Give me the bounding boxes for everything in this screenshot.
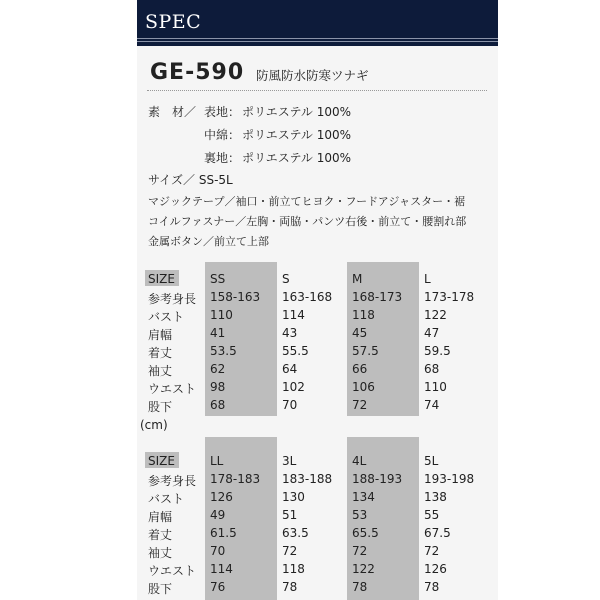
table-cell: 118 xyxy=(352,308,375,322)
material-value: ポリエステル 100% xyxy=(242,128,352,142)
table-cell: 55 xyxy=(424,508,440,522)
table-cell: 45 xyxy=(352,326,368,340)
table-cell: 78 xyxy=(282,580,298,594)
material-part: 中綿 xyxy=(204,128,229,142)
table-cell: 68 xyxy=(424,362,440,376)
size-column-header: M xyxy=(352,272,363,286)
table-cell: 61.5 xyxy=(210,526,237,540)
material-value: ポリエステル 100% xyxy=(242,151,352,165)
table-cell: 114 xyxy=(210,562,233,576)
table-cell: 65.5 xyxy=(352,526,379,540)
size-column-header: 5L xyxy=(424,454,439,468)
table-cell: 122 xyxy=(424,308,447,322)
material-colon: ： xyxy=(228,105,241,119)
table-cell: 163-168 xyxy=(282,290,333,304)
table-cell: 57.5 xyxy=(352,344,379,358)
table-cell: 59.5 xyxy=(424,344,451,358)
material-part: 表地 xyxy=(204,105,229,119)
table-cell: 193-198 xyxy=(424,472,475,486)
table-cell: 114 xyxy=(282,308,305,322)
table-cell: 43 xyxy=(282,326,298,340)
table-cell: 67.5 xyxy=(424,526,451,540)
row-label: 肩幅 xyxy=(148,510,173,524)
table-cell: 106 xyxy=(352,380,375,394)
row-label: 袖丈 xyxy=(148,364,173,378)
row-label: バスト xyxy=(148,310,185,324)
size-header-label: SIZE xyxy=(148,454,175,468)
table-cell: 130 xyxy=(282,490,305,504)
table-cell: 178-183 xyxy=(210,472,261,486)
materials-label: 素 材／ xyxy=(148,105,197,119)
table-cell: 53.5 xyxy=(210,344,237,358)
table-cell: 72 xyxy=(282,544,298,558)
size-column-header: L xyxy=(424,272,431,286)
row-label: ウエスト xyxy=(148,382,197,396)
feature-line: 金属ボタン／前立て上部 xyxy=(148,235,269,248)
table-cell: 78 xyxy=(352,580,368,594)
table-cell: 78 xyxy=(424,580,440,594)
table-cell: 47 xyxy=(424,326,440,340)
table-cell: 72 xyxy=(424,544,440,558)
size-column-header: SS xyxy=(210,272,226,286)
row-label: 股下 xyxy=(148,400,173,414)
table-cell: 138 xyxy=(424,490,447,504)
spec-header xyxy=(137,0,498,46)
product-description: 防風防水防寒ツナギ xyxy=(256,68,369,83)
table-cell: 70 xyxy=(282,398,298,412)
size-column-header: LL xyxy=(210,454,224,468)
size-column-header: 4L xyxy=(352,454,367,468)
header-rule xyxy=(137,41,498,42)
size-range: サイズ／ SS-5L xyxy=(148,173,233,187)
table-cell: 63.5 xyxy=(282,526,309,540)
table-cell: 66 xyxy=(352,362,368,376)
table-cell: 126 xyxy=(424,562,447,576)
table-cell: 64 xyxy=(282,362,298,376)
row-label: 肩幅 xyxy=(148,328,173,342)
table-cell: 49 xyxy=(210,508,226,522)
table-cell: 102 xyxy=(282,380,305,394)
table-cell: 110 xyxy=(424,380,447,394)
header-rule xyxy=(137,38,498,39)
table-cell: 41 xyxy=(210,326,226,340)
size-header-label: SIZE xyxy=(148,272,175,286)
table-cell: 51 xyxy=(282,508,298,522)
table-cell: 118 xyxy=(282,562,305,576)
table-cell: 72 xyxy=(352,544,368,558)
table-cell: 168-173 xyxy=(352,290,403,304)
table-cell: 134 xyxy=(352,490,375,504)
row-label: バスト xyxy=(148,492,185,506)
row-label: 参考身長 xyxy=(148,474,197,488)
table-cell: 72 xyxy=(352,398,368,412)
table-cell: 98 xyxy=(210,380,226,394)
table-cell: 158-163 xyxy=(210,290,261,304)
material-colon: ： xyxy=(228,151,241,165)
row-label: 袖丈 xyxy=(148,546,173,560)
row-label: 股下 xyxy=(148,582,173,596)
material-value: ポリエステル 100% xyxy=(242,105,352,119)
spec-title: SPEC xyxy=(145,11,202,33)
row-label: 着丈 xyxy=(148,528,173,542)
table-cell: 62 xyxy=(210,362,226,376)
table-cell: 122 xyxy=(352,562,375,576)
table-cell: 188-193 xyxy=(352,472,403,486)
table-cell: 183-188 xyxy=(282,472,333,486)
unit-note: (cm) xyxy=(140,418,168,432)
table-cell: 110 xyxy=(210,308,233,322)
row-label: ウエスト xyxy=(148,564,197,578)
table-cell: 74 xyxy=(424,398,440,412)
model-number: GE-590 xyxy=(150,60,245,85)
row-label: 着丈 xyxy=(148,346,173,360)
size-column-header: 3L xyxy=(282,454,297,468)
table-cell: 70 xyxy=(210,544,226,558)
table-cell: 55.5 xyxy=(282,344,309,358)
feature-line: マジックテープ／袖口・前立てヒヨク・フードアジャスター・裾 xyxy=(148,195,466,208)
table-cell: 126 xyxy=(210,490,233,504)
table-cell: 53 xyxy=(352,508,368,522)
material-part: 裏地 xyxy=(204,151,229,165)
material-colon: ： xyxy=(228,128,241,142)
table-cell: 68 xyxy=(210,398,226,412)
row-label: 参考身長 xyxy=(148,292,197,306)
size-column-header: S xyxy=(282,272,290,286)
dotted-divider xyxy=(147,90,487,91)
feature-line: コイルファスナー／左胸・両脇・パンツ右後・前立て・腰割れ部 xyxy=(148,215,467,228)
table-cell: 173-178 xyxy=(424,290,475,304)
table-cell: 76 xyxy=(210,580,226,594)
